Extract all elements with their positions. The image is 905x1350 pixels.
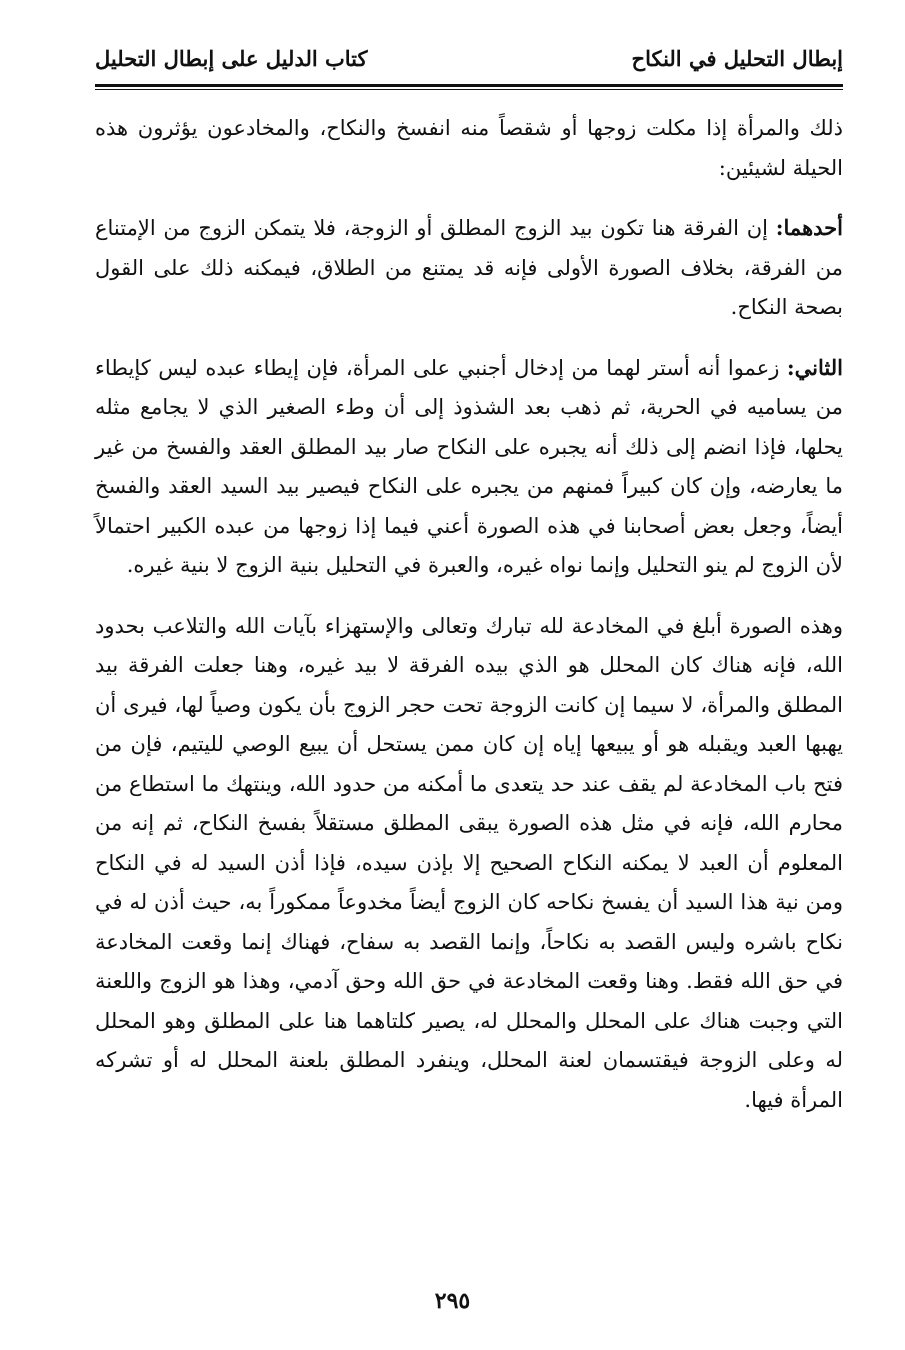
paragraph-text: وهذه الصورة أبلغ في المخادعة لله تبارك وتعالى والإستهزاء بآيات الله والتلاعب بحدود الله، فإنه هناك كان المحلل هو الذي بيده الفرقة لا بيد غيره، وهنا جعلت الفرقة بيد المطلق والمرأة، لا سيما إن كانت الزوجة تحت حجر الزوج بأن يكون وصياً لها، فيرى أن يهبها العبد ويقبله هو أو يبيعها إياه إن كان ممن يستحل أن يبيع الوصي لليتيم، فإن من فتح باب المخادعة لم يقف عند حد يتعدى ما أمكنه من حدود الله، وينتهك ما استطاع من محارم الله، فإنه في مثل هذه الصورة يبقى المطلق مستقلاً بفسخ النكاح، ثم إنه من المعلوم أن العبد لا يمكنه النكاح الصحيح إلا بإذن سيده، فإذا أذن السيد له في النكاح ومن نية هذا السيد أن يفسخ نكاحه كان الزوج أيضاً مخدوعاً ممكوراً به، حيث أذن له في نكاح باشره وليس القصد به نكاحاً، وإنما القصد به سفاح، فهناك إنما وقعت المخادعة في حق الله فقط. وهنا وقعت المخادعة في حق الله وحق آدمي، وهذا هو الزوج واللعنة التي وجبت هناك على المحلل والمحلل له، يصير كلتاهما هنا على المطلق وهو المحلل له وعلى الزوجة فيقتسمان لعنة المحلل، وينفرد المطلق بلعنة المحلل له أو تشركه المرأة فيها. bbox=[95, 613, 844, 1112]
paragraph bbox=[95, 108, 843, 188]
paragraph-lead: أحدهما: bbox=[775, 215, 843, 240]
header-rule-thick bbox=[95, 84, 843, 87]
chapter-title: إبطال التحليل في النكاح bbox=[631, 46, 843, 71]
book-title: كتاب الدليل على إبطال التحليل bbox=[95, 46, 368, 71]
paragraph bbox=[95, 208, 843, 328]
paragraph-text: إن الفرقة هنا تكون بيد الزوج المطلق أو الزوجة، فلا يتمكن الزوج من الإمتناع من الفرقة، بخلاف الصورة الأولى فإنه قد يمتنع من الطلاق، فيمكنه ذلك على القول بصحة النكاح. bbox=[95, 216, 843, 319]
body-text bbox=[95, 108, 843, 1140]
paragraph-lead: الثاني: bbox=[786, 354, 843, 380]
paragraph-text: زعموا أنه أستر لهما من إدخال أجنبي على المرأة، فإن إيطاء عبده ليس كإيطاء من يساميه في الحرية، ثم ذهب بعد الشذوذ إلى أن وطء الصغير الذي لا يجامع مثله يحلها، فإذا انضم إلى ذلك أنه يجبره على النكاح صار بيد المطلق العقد والفسخ من غير ما يعارضه، وإن كان كبيراً فمنهم من يجبره على النكاح فيصير بيد السيد العقد والفسخ أيضاً، وجعل بعض أصحابنا في هذه الصورة أعني فيما إذا زوجها من عبده الكبير احتمالاً لأن الزوج لم ينو التحليل وإنما نواه غيره، والعبرة في التحليل بنية الزوج لا بنية غيره. bbox=[95, 355, 843, 577]
page-number: ٢٩٥ bbox=[434, 1288, 471, 1314]
paragraph bbox=[95, 606, 843, 1121]
paragraph-text: ذلك والمرأة إذا مكلت زوجها أو شقصاً منه انفسخ والنكاح، والمخادعون يؤثرون هذه الحيلة لشيئين: bbox=[95, 116, 843, 180]
paragraph bbox=[95, 348, 843, 586]
header-rule-thin bbox=[95, 89, 843, 90]
running-header bbox=[95, 40, 843, 80]
